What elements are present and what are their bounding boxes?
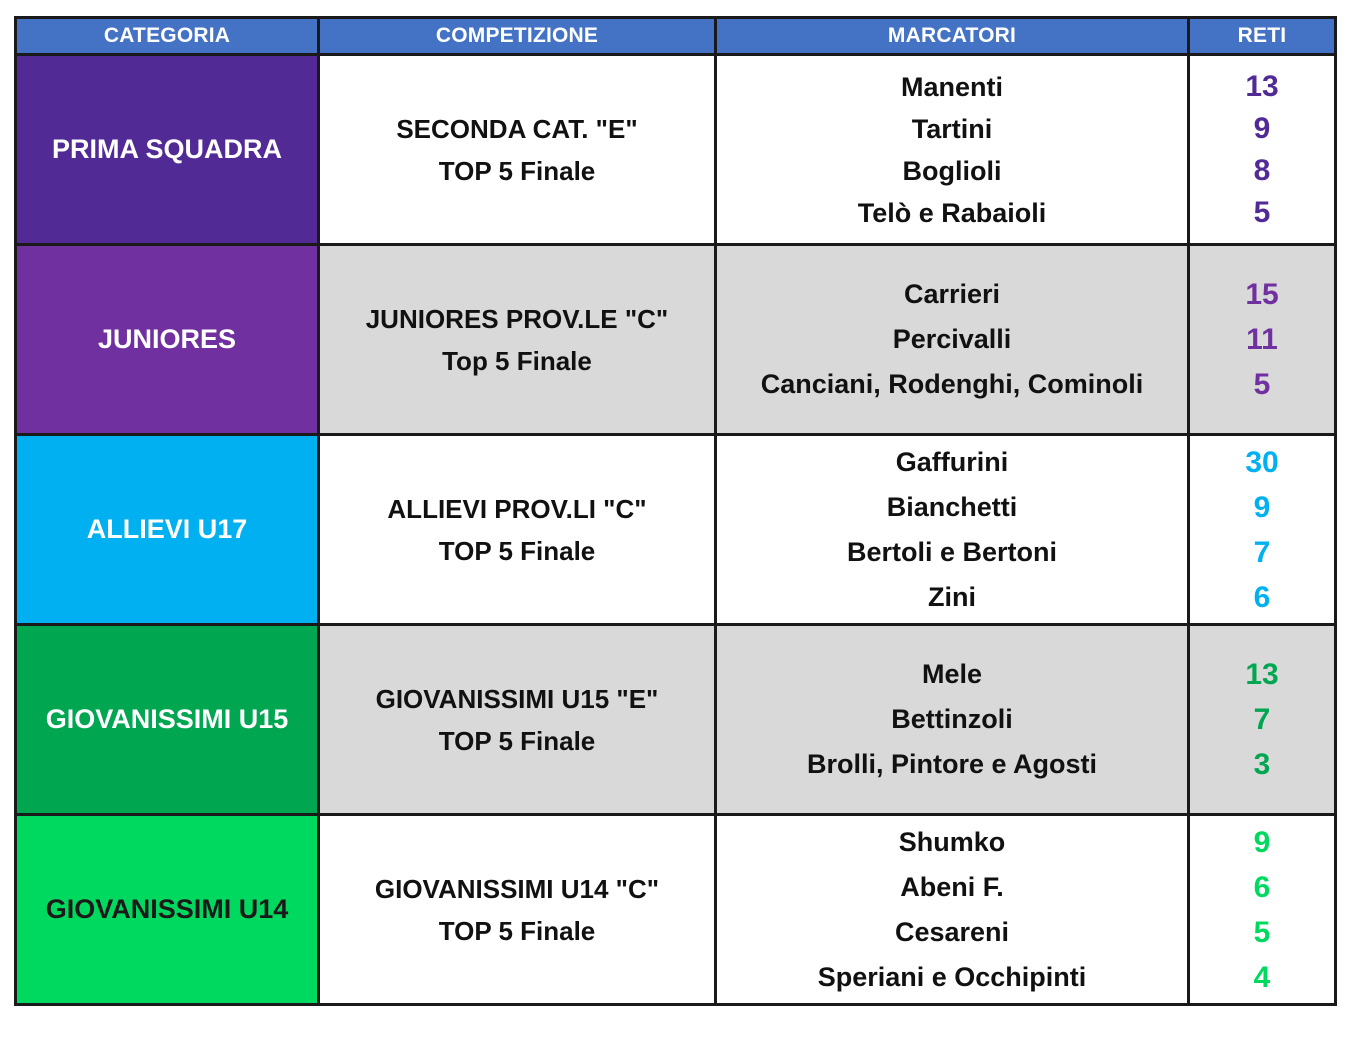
table-row <box>16 625 1336 815</box>
scorers-cell <box>716 435 1189 625</box>
scorer-name: Bettinzoli <box>891 704 1013 734</box>
scorers-table <box>14 16 1337 1006</box>
goal-count: 9 <box>1253 111 1271 145</box>
goal-count: 5 <box>1253 915 1271 949</box>
goal-count: 13 <box>1245 658 1279 691</box>
scorers-cell <box>716 55 1189 245</box>
scorer-name: Carrieri <box>903 279 1001 309</box>
scorer-name: Shumko <box>898 826 1006 857</box>
goals-cell <box>1189 245 1336 435</box>
header-row <box>16 18 1336 55</box>
header-competizione: COMPETIZIONE <box>319 18 716 55</box>
competition-name: GIOVANISSIMI U14 "C" <box>374 873 660 904</box>
scorers-cell <box>716 245 1189 435</box>
header-marcatori: MARCATORI <box>716 18 1189 55</box>
category-cell: PRIMA SQUADRA <box>16 55 319 245</box>
table-row <box>16 55 1336 245</box>
scorer-name: Percivalli <box>892 324 1012 354</box>
scorer-name: Abeni F. <box>900 871 1004 902</box>
scorers-cell <box>716 815 1189 1005</box>
goal-count: 11 <box>1246 323 1278 356</box>
competition-name: GIOVANISSIMI U15 "E" <box>375 683 659 714</box>
competition-name: JUNIORES PROV.LE "C" <box>365 303 669 334</box>
competition-cell <box>319 815 716 1005</box>
goals-cell <box>1189 435 1336 625</box>
competition-note: TOP 5 Finale <box>438 915 596 946</box>
scorers-cell <box>716 625 1189 815</box>
scorer-name: Speriani e Occhipinti <box>817 961 1087 992</box>
goal-count: 7 <box>1253 703 1271 736</box>
goal-count: 9 <box>1253 825 1271 859</box>
goal-count: 13 <box>1245 69 1279 103</box>
scorer-name: Brolli, Pintore e Agosti <box>806 749 1098 779</box>
competition-cell <box>319 625 716 815</box>
table-row <box>16 245 1336 435</box>
goal-count: 5 <box>1253 195 1271 229</box>
competition-note: Top 5 Finale <box>442 345 592 376</box>
scorer-name: Mele <box>921 659 983 689</box>
goals-cell <box>1189 815 1336 1005</box>
scorer-name: Bianchetti <box>886 491 1018 522</box>
competition-note: TOP 5 Finale <box>438 155 596 186</box>
competition-cell <box>319 245 716 435</box>
goal-count: 6 <box>1253 580 1271 614</box>
scorer-name: Boglioli <box>902 155 1002 186</box>
goal-count: 9 <box>1253 490 1271 524</box>
competition-note: TOP 5 Finale <box>438 725 596 756</box>
table-row <box>16 435 1336 625</box>
scorer-name: Canciani, Rodenghi, Cominoli <box>760 369 1144 399</box>
scorer-name: Gaffurini <box>895 446 1009 477</box>
goal-count: 30 <box>1245 445 1279 479</box>
goal-count: 6 <box>1253 870 1271 904</box>
goal-count: 3 <box>1253 748 1271 781</box>
competition-name: SECONDA CAT. "E" <box>396 113 638 144</box>
goal-count: 7 <box>1253 535 1271 569</box>
goals-cell <box>1189 55 1336 245</box>
table-row <box>16 815 1336 1005</box>
goal-count: 4 <box>1253 960 1271 994</box>
goal-count: 5 <box>1253 368 1271 401</box>
category-cell: ALLIEVI U17 <box>16 435 319 625</box>
scorer-name: Zini <box>928 581 976 612</box>
competition-name: ALLIEVI PROV.LI "C" <box>387 493 647 524</box>
category-cell: JUNIORES <box>16 245 319 435</box>
category-cell: GIOVANISSIMI U14 <box>16 815 319 1005</box>
goal-count: 15 <box>1245 278 1279 311</box>
scorer-name: Cesareni <box>894 916 1010 947</box>
scorer-name: Bertoli e Bertoni <box>846 536 1058 567</box>
header-reti: RETI <box>1189 18 1336 55</box>
competition-cell <box>319 55 716 245</box>
goal-count: 8 <box>1253 153 1271 187</box>
scorer-name: Telò e Rabaioli <box>857 197 1047 228</box>
competition-note: TOP 5 Finale <box>438 535 596 566</box>
competition-cell <box>319 435 716 625</box>
scorer-name: Manenti <box>900 71 1003 102</box>
goals-cell <box>1189 625 1336 815</box>
category-cell: GIOVANISSIMI U15 <box>16 625 319 815</box>
header-categoria: CATEGORIA <box>16 18 319 55</box>
scorer-name: Tartini <box>911 113 993 144</box>
